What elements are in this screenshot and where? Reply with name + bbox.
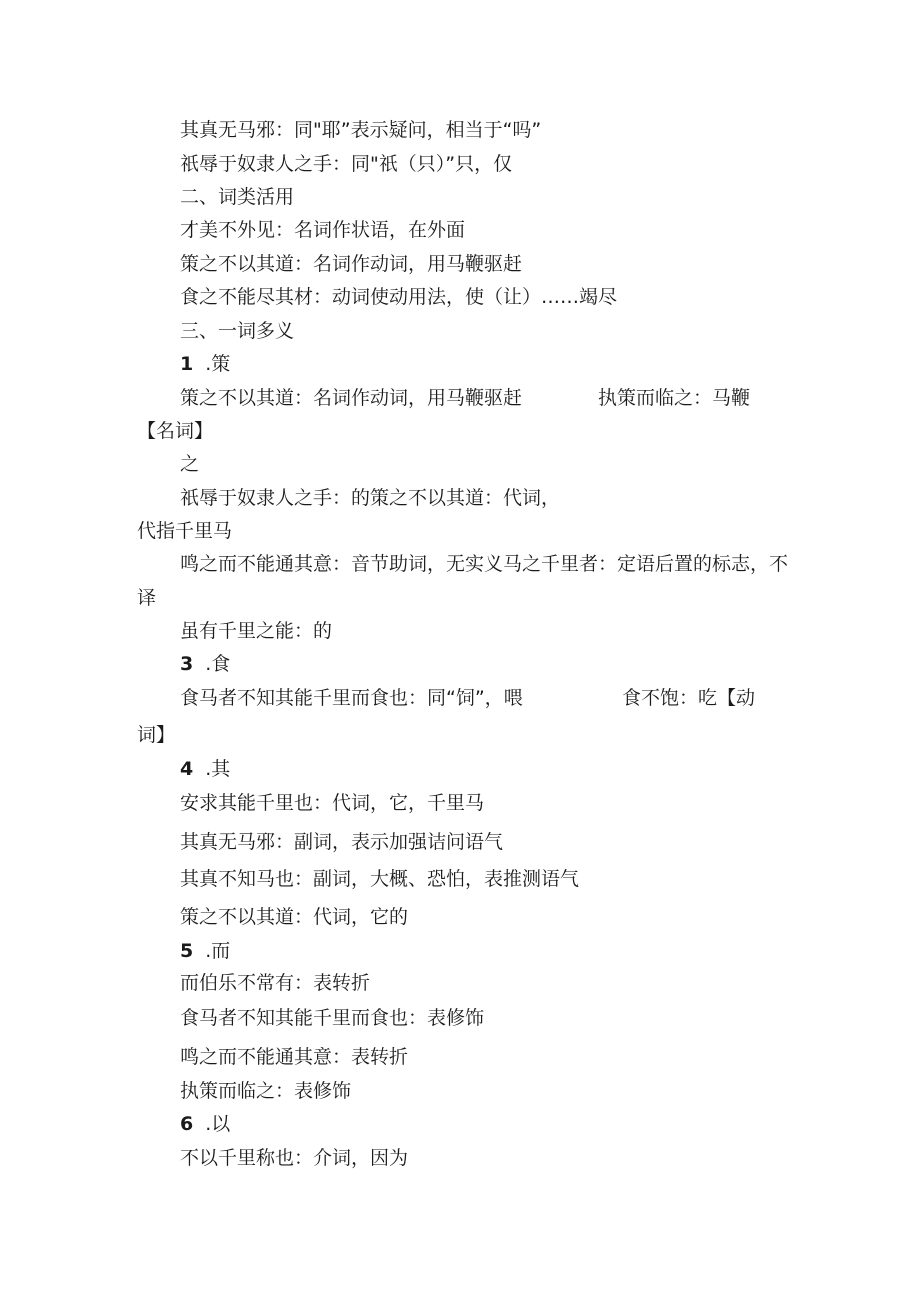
text-line: 祇辱于奴隶人之手：同"祇（只）”只，仅 (180, 153, 513, 175)
section-heading: 三、一词多义 (180, 320, 295, 342)
item-heading (180, 651, 230, 677)
item-number: 4 (180, 758, 194, 780)
text-line: 安求其能千里也：代词，它，千里马 (180, 792, 485, 814)
text-line: 食不饱：吃【动 (622, 687, 756, 709)
text-line: 而伯乐不常有：表转折 (180, 972, 371, 994)
item-heading (180, 756, 230, 782)
text-line: 食马者不知其能千里而食也：同“饲”，喂 (180, 687, 523, 709)
text-line: 食之不能尽其材：动词使动用法，使（让）……竭尽 (180, 286, 618, 308)
text-line: 食马者不知其能千里而食也：表修饰 (180, 1007, 485, 1029)
item-heading: 之 (180, 453, 200, 475)
text-line: 策之不以其道：名词作动词，用马鞭驱赶 (180, 387, 523, 409)
item-number: 5 (180, 940, 194, 962)
text-line: 才美不外见：名词作状语，在外面 (180, 219, 466, 241)
text-line: 虽有千里之能：的 (180, 620, 333, 642)
text-line: 代指千里马 (137, 520, 233, 542)
item-heading (180, 1111, 230, 1137)
text-line: 词】 (137, 724, 176, 746)
item-label: .其 (205, 758, 231, 780)
item-number: 1 (180, 353, 194, 375)
item-number: 3 (180, 653, 194, 675)
text-line: 译 (137, 587, 157, 609)
text-line: 其真不知马也：副词，大概、恐怕，表推测语气 (180, 868, 580, 890)
text-line: 策之不以其道：代词，它的 (180, 906, 409, 928)
text-line: 祇辱于奴隶人之手：的策之不以其道：代词， (180, 487, 561, 509)
item-label: .策 (205, 353, 231, 375)
item-label: .以 (205, 1113, 231, 1135)
section-heading: 二、词类活用 (180, 186, 295, 208)
item-heading (180, 351, 230, 377)
text-line: 其真无马邪：副词，表示加强诘问语气 (180, 831, 504, 853)
text-line: 策之不以其道：名词作动词，用马鞭驱赶 (180, 253, 523, 275)
text-line: 执策而临之：马鞭 (598, 387, 751, 409)
item-label: .食 (205, 653, 231, 675)
text-line: 执策而临之：表修饰 (180, 1080, 352, 1102)
text-line: 【名词】 (137, 420, 214, 442)
text-line: 鸣之而不能通其意：音节助词，无实义马之千里者：定语后置的标志，不 (180, 553, 789, 575)
text-line: 鸣之而不能通其意：表转折 (180, 1046, 409, 1068)
item-label: .而 (205, 940, 231, 962)
item-number: 6 (180, 1113, 194, 1135)
item-heading (180, 938, 230, 964)
text-line: 不以千里称也：介词，因为 (180, 1147, 409, 1169)
text-line: 其真无马邪：同"耶”表示疑问，相当于“吗” (180, 119, 542, 141)
